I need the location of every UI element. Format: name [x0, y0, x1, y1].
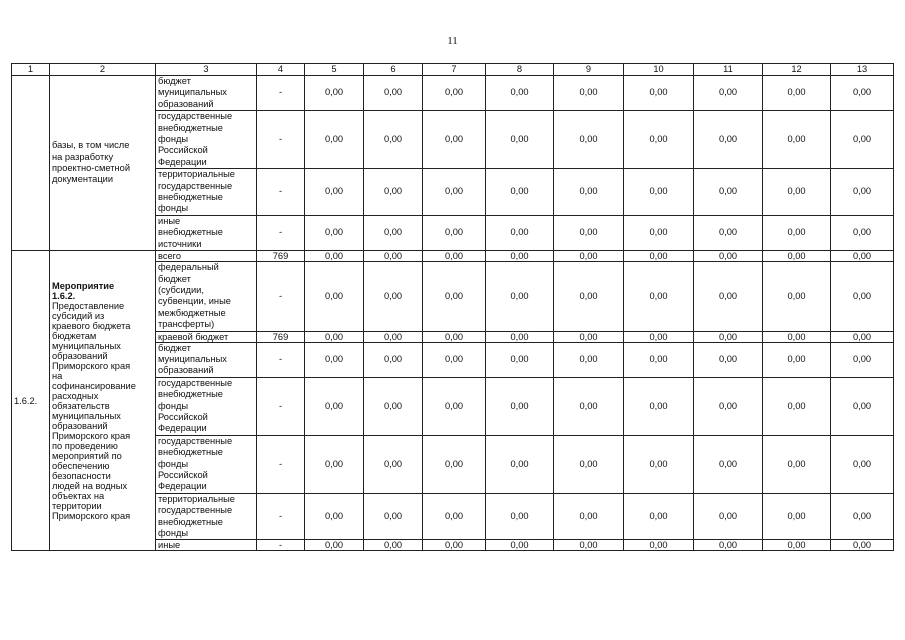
cell-line: государственные	[158, 111, 233, 122]
cell-line: государственные	[158, 435, 233, 446]
year-amount-cell: 0,00	[694, 342, 763, 377]
column-number-header: 8	[486, 64, 554, 76]
year-amount-cell: 0,00	[694, 435, 763, 493]
year-amount-cell: 0,00	[624, 262, 694, 331]
year-amount-cell: 0,00	[364, 111, 423, 169]
year-amount-cell: 0,00	[305, 331, 364, 342]
cell-line: муниципальных	[158, 353, 227, 364]
cell-line: бюджет	[158, 342, 191, 353]
cell-line: Приморского края	[52, 360, 131, 371]
year-amount-cell: 0,00	[554, 377, 624, 435]
funding-source-cell	[156, 76, 257, 111]
year-amount-cell: 0,00	[423, 262, 486, 331]
year-amount-cell: 0,00	[554, 540, 624, 551]
funding-source-cell	[156, 169, 257, 216]
year-amount-cell: 0,00	[305, 251, 364, 262]
cell-line: 1.6.2.	[52, 290, 76, 301]
year-amount-cell: 0,00	[763, 262, 831, 331]
funding-source-cell	[156, 262, 257, 331]
year-amount-cell: 0,00	[831, 111, 894, 169]
cell-line: фонды	[158, 458, 189, 469]
year-amount-cell: 0,00	[364, 215, 423, 250]
funding-source-cell	[156, 540, 257, 551]
cell-line: Российской	[158, 411, 208, 422]
cell-line: внебюджетные	[158, 192, 223, 203]
column-4-value: -	[257, 493, 305, 540]
column-number-header: 11	[694, 64, 763, 76]
year-amount-cell: 0,00	[554, 493, 624, 540]
cell-line: Мероприятие	[52, 280, 115, 291]
name-cell	[50, 251, 156, 551]
year-amount-cell: 0,00	[831, 76, 894, 111]
year-amount-cell: 0,00	[364, 377, 423, 435]
cell-line: краевого бюджета	[52, 320, 131, 331]
year-amount-cell: 0,00	[486, 251, 554, 262]
column-4-value: -	[257, 377, 305, 435]
cell-line: на разработку	[52, 151, 114, 162]
year-amount-cell: 0,00	[423, 169, 486, 216]
year-amount-cell: 0,00	[554, 169, 624, 216]
year-amount-cell: 0,00	[763, 435, 831, 493]
year-amount-cell: 0,00	[624, 435, 694, 493]
year-amount-cell: 0,00	[305, 540, 364, 551]
cell-line: фонды	[158, 400, 189, 411]
year-amount-cell: 0,00	[831, 540, 894, 551]
year-amount-cell: 0,00	[624, 251, 694, 262]
cell-line: муниципальных	[52, 340, 121, 351]
year-amount-cell: 0,00	[831, 169, 894, 216]
year-amount-cell: 0,00	[763, 215, 831, 250]
year-amount-cell: 0,00	[624, 377, 694, 435]
year-amount-cell: 0,00	[763, 540, 831, 551]
cell-line: всего	[158, 251, 182, 262]
year-amount-cell: 0,00	[554, 331, 624, 342]
column-4-value: -	[257, 540, 305, 551]
budget-table	[11, 63, 894, 551]
cell-line: государственные	[158, 505, 233, 516]
year-amount-cell: 0,00	[364, 262, 423, 331]
cell-line: безопасности	[52, 470, 111, 481]
year-amount-cell: 0,00	[624, 76, 694, 111]
year-amount-cell: 0,00	[364, 342, 423, 377]
year-amount-cell: 0,00	[423, 435, 486, 493]
year-amount-cell: 0,00	[763, 331, 831, 342]
cell-line: объектах на	[52, 490, 105, 501]
cell-line: фонды	[158, 134, 189, 145]
year-amount-cell: 0,00	[624, 111, 694, 169]
funding-source-cell	[156, 111, 257, 169]
table-row	[12, 76, 894, 111]
year-amount-cell: 0,00	[624, 540, 694, 551]
column-4-value: 769	[257, 251, 305, 262]
year-amount-cell: 0,00	[305, 169, 364, 216]
year-amount-cell: 0,00	[554, 111, 624, 169]
year-amount-cell: 0,00	[624, 169, 694, 216]
cell-line: обеспечению	[52, 460, 110, 471]
year-amount-cell: 0,00	[486, 169, 554, 216]
cell-line: бюджет	[158, 273, 191, 284]
cell-line: субвенции, иные	[158, 296, 231, 307]
year-amount-cell: 0,00	[305, 76, 364, 111]
year-amount-cell: 0,00	[694, 262, 763, 331]
cell-line: базы, в том числе	[52, 140, 130, 151]
year-amount-cell: 0,00	[624, 493, 694, 540]
year-amount-cell: 0,00	[423, 493, 486, 540]
column-number-header: 3	[156, 64, 257, 76]
column-number-header: 6	[364, 64, 423, 76]
year-amount-cell: 0,00	[364, 251, 423, 262]
cell-line: софинансирование	[52, 380, 136, 391]
cell-line: межбюджетные	[158, 307, 226, 318]
year-amount-cell: 0,00	[763, 169, 831, 216]
year-amount-cell: 0,00	[305, 342, 364, 377]
year-amount-cell: 0,00	[423, 342, 486, 377]
year-amount-cell: 0,00	[831, 435, 894, 493]
column-number-header: 5	[305, 64, 364, 76]
cell-line: Приморского края	[52, 510, 131, 521]
year-amount-cell: 0,00	[763, 76, 831, 111]
year-amount-cell: 0,00	[763, 493, 831, 540]
cell-line: Приморского края	[52, 430, 131, 441]
column-4-value: -	[257, 76, 305, 111]
cell-line: муниципальных	[158, 87, 227, 98]
year-amount-cell: 0,00	[694, 169, 763, 216]
year-amount-cell: 0,00	[831, 331, 894, 342]
cell-line: государственные	[158, 377, 233, 388]
column-4-value: -	[257, 435, 305, 493]
column-4-value: -	[257, 262, 305, 331]
cell-line: образований	[52, 350, 108, 361]
page-number: 11	[447, 35, 458, 47]
year-amount-cell: 0,00	[554, 262, 624, 331]
column-4-value: 769	[257, 331, 305, 342]
year-amount-cell: 0,00	[305, 377, 364, 435]
year-amount-cell: 0,00	[364, 331, 423, 342]
cell-line: людей на водных	[52, 480, 128, 491]
year-amount-cell: 0,00	[554, 435, 624, 493]
year-amount-cell: 0,00	[423, 76, 486, 111]
cell-line: образований	[158, 98, 214, 109]
cell-line: источники	[158, 238, 202, 249]
measure-title	[52, 281, 114, 301]
year-amount-cell: 0,00	[364, 493, 423, 540]
cell-line: территории	[52, 500, 102, 511]
cell-line: фонды	[158, 203, 189, 214]
column-number-header: 1	[12, 64, 50, 76]
cell-line: Российской	[158, 470, 208, 480]
cell-line: иные	[158, 215, 181, 226]
column-4-value: -	[257, 215, 305, 250]
cell-line: Федерации	[158, 481, 207, 492]
year-amount-cell: 0,00	[831, 262, 894, 331]
cell-line: по проведению	[52, 440, 118, 451]
column-number-header: 12	[763, 64, 831, 76]
year-amount-cell: 0,00	[554, 215, 624, 250]
cell-line: бюджет	[158, 76, 191, 86]
year-amount-cell: 0,00	[624, 342, 694, 377]
cell-line: Федерации	[158, 156, 207, 167]
cell-line: Предоставление	[52, 300, 125, 311]
name-cell	[50, 76, 156, 251]
year-amount-cell: 0,00	[763, 251, 831, 262]
year-amount-cell: 0,00	[831, 215, 894, 250]
cell-line: иные	[158, 540, 181, 551]
cell-line: документации	[52, 174, 114, 185]
cell-line: краевой бюджет	[158, 331, 229, 342]
year-amount-cell: 0,00	[364, 540, 423, 551]
year-amount-cell: 0,00	[423, 215, 486, 250]
cell-line: внебюджетные	[158, 447, 223, 458]
year-amount-cell: 0,00	[305, 435, 364, 493]
year-amount-cell: 0,00	[624, 331, 694, 342]
year-amount-cell: 0,00	[486, 435, 554, 493]
year-amount-cell: 0,00	[486, 111, 554, 169]
cell-line: трансферты)	[158, 319, 215, 330]
code-cell: 1.6.2.	[12, 251, 50, 551]
year-amount-cell: 0,00	[763, 377, 831, 435]
cell-line: внебюджетные	[158, 227, 223, 238]
year-amount-cell: 0,00	[831, 342, 894, 377]
cell-line: образований	[52, 420, 108, 431]
year-amount-cell: 0,00	[486, 331, 554, 342]
year-amount-cell: 0,00	[486, 377, 554, 435]
column-4-value: -	[257, 169, 305, 216]
year-amount-cell: 0,00	[486, 342, 554, 377]
header-row	[12, 64, 894, 76]
year-amount-cell: 0,00	[486, 215, 554, 250]
column-4-value: -	[257, 342, 305, 377]
year-amount-cell: 0,00	[305, 493, 364, 540]
cell-line: федеральный	[158, 262, 219, 273]
year-amount-cell: 0,00	[423, 331, 486, 342]
funding-source-cell	[156, 493, 257, 540]
cell-line: образований	[158, 365, 214, 376]
funding-source-cell	[156, 251, 257, 262]
year-amount-cell: 0,00	[831, 251, 894, 262]
year-amount-cell: 0,00	[364, 435, 423, 493]
year-amount-cell: 0,00	[694, 540, 763, 551]
year-amount-cell: 0,00	[831, 377, 894, 435]
cell-line: проектно-сметной	[52, 163, 131, 174]
year-amount-cell: 0,00	[305, 262, 364, 331]
table-row	[12, 251, 894, 262]
cell-line: внебюджетные	[158, 122, 223, 133]
year-amount-cell: 0,00	[694, 377, 763, 435]
cell-line: бюджетам	[52, 330, 97, 341]
year-amount-cell: 0,00	[554, 76, 624, 111]
cell-line: субсидий из	[52, 310, 105, 321]
year-amount-cell: 0,00	[694, 493, 763, 540]
funding-source-cell	[156, 342, 257, 377]
funding-source-cell	[156, 215, 257, 250]
year-amount-cell: 0,00	[364, 169, 423, 216]
cell-line: на	[52, 370, 63, 381]
cell-line: мероприятий по	[52, 450, 122, 461]
column-4-value: -	[257, 111, 305, 169]
cell-line: территориальные	[158, 493, 235, 504]
year-amount-cell: 0,00	[423, 377, 486, 435]
cell-line: государственные	[158, 180, 233, 191]
measure-description	[52, 301, 136, 521]
column-number-header: 2	[50, 64, 156, 76]
column-number-header: 9	[554, 64, 624, 76]
year-amount-cell: 0,00	[554, 342, 624, 377]
funding-source-cell	[156, 331, 257, 342]
year-amount-cell: 0,00	[486, 262, 554, 331]
year-amount-cell: 0,00	[694, 331, 763, 342]
column-number-header: 7	[423, 64, 486, 76]
column-number-header: 10	[624, 64, 694, 76]
year-amount-cell: 0,00	[305, 215, 364, 250]
cell-line: внебюджетные	[158, 516, 223, 527]
year-amount-cell: 0,00	[694, 76, 763, 111]
column-number-header: 4	[257, 64, 305, 76]
cell-line: расходных	[52, 390, 99, 401]
year-amount-cell: 0,00	[486, 493, 554, 540]
column-number-header: 13	[831, 64, 894, 76]
year-amount-cell: 0,00	[305, 111, 364, 169]
funding-source-cell	[156, 435, 257, 493]
year-amount-cell: 0,00	[486, 540, 554, 551]
year-amount-cell: 0,00	[763, 111, 831, 169]
year-amount-cell: 0,00	[364, 76, 423, 111]
year-amount-cell: 0,00	[423, 111, 486, 169]
year-amount-cell: 0,00	[763, 342, 831, 377]
year-amount-cell: 0,00	[554, 251, 624, 262]
year-amount-cell: 0,00	[423, 251, 486, 262]
year-amount-cell: 0,00	[423, 540, 486, 551]
cell-line: фонды	[158, 528, 189, 539]
year-amount-cell: 0,00	[694, 215, 763, 250]
year-amount-cell: 0,00	[624, 215, 694, 250]
funding-source-cell	[156, 377, 257, 435]
code-cell	[12, 76, 50, 251]
cell-line: муниципальных	[52, 410, 121, 421]
cell-line: Российской	[158, 145, 208, 156]
cell-line: (субсидии,	[158, 284, 204, 295]
cell-line: территориальные	[158, 169, 235, 180]
year-amount-cell: 0,00	[694, 251, 763, 262]
cell-line: обязательств	[52, 400, 110, 411]
year-amount-cell: 0,00	[831, 493, 894, 540]
cell-line: внебюджетные	[158, 389, 223, 400]
cell-line: Федерации	[158, 423, 207, 434]
year-amount-cell: 0,00	[694, 111, 763, 169]
year-amount-cell: 0,00	[486, 76, 554, 111]
